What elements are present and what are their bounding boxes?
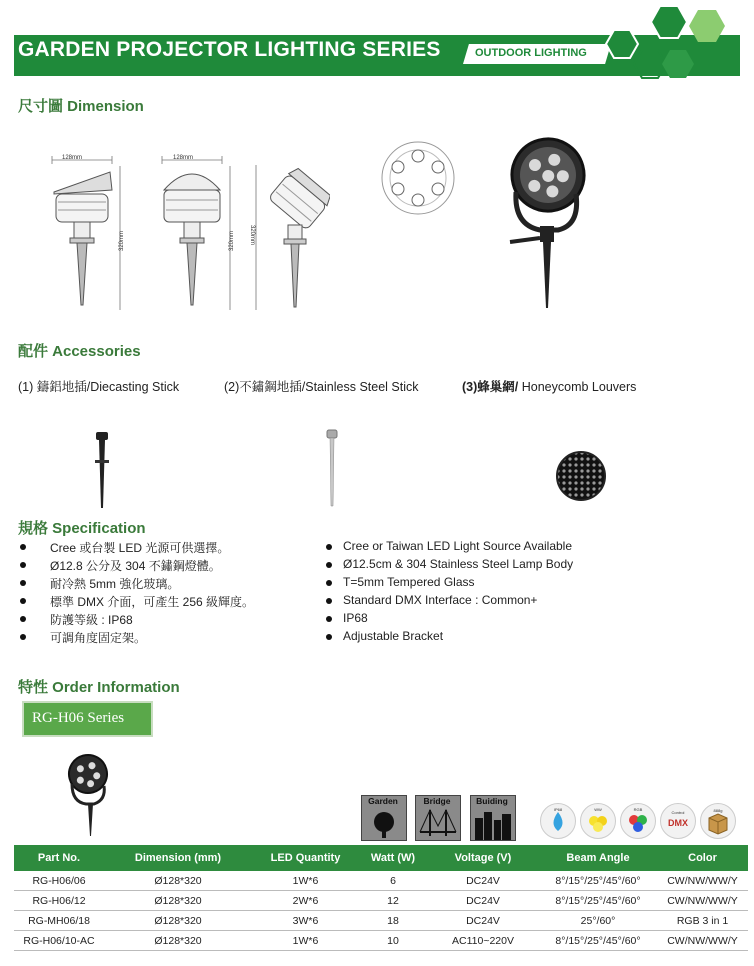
- bullet-icon: [20, 616, 26, 622]
- cell-watt: 12: [359, 891, 427, 911]
- spec-en-item: Ø12.5cm & 304 Stainless Steel Lamp Body: [324, 557, 624, 575]
- cell-color: CW/NW/WW/Y: [657, 891, 748, 911]
- spec-zh-item: Ø12.8 公分及 304 不鏽鋼燈體。: [18, 557, 318, 575]
- height-label-3: 320mm: [249, 224, 256, 246]
- garden-label: Garden: [368, 796, 398, 806]
- order-product-photo: [62, 750, 114, 838]
- col-beam-angle: Beam Angle: [539, 845, 657, 871]
- cell-watt: 6: [359, 871, 427, 891]
- cell-beam-angle: 8°/15°/25°/45°/60°: [539, 871, 657, 891]
- cell-part-no: RG-H06/10-AC: [14, 931, 104, 951]
- accessory-stainless-label: (2)不鏽鋼地插/Stainless Steel Stick: [224, 380, 419, 394]
- col-watt: Watt (W): [359, 845, 427, 871]
- bullet-icon: [20, 598, 26, 604]
- width-label-1: 128mm: [62, 155, 83, 161]
- dmx-control-icon: [660, 803, 696, 839]
- app-bridge: [415, 795, 461, 841]
- hexagon-decoration-icon: [600, 0, 754, 80]
- col-dimension: Dimension (mm): [104, 845, 252, 871]
- cell-voltage: DC24V: [427, 891, 539, 911]
- top-view-drawing: [380, 140, 456, 216]
- accessory-diecasting-label: (1) 鑄鋁地插/Diecasting Stick: [18, 380, 180, 394]
- bullet-icon: [20, 580, 26, 586]
- diecasting-stick-photo: [90, 430, 114, 510]
- outdoor-tag-label: OUTDOOR LIGHTING: [475, 47, 587, 59]
- cell-part-no: RG-H06/12: [14, 891, 104, 911]
- cell-voltage: DC24V: [427, 871, 539, 891]
- spec-en-item: T=5mm Tempered Glass: [324, 575, 624, 593]
- spec-zh-item: 防護等級 : IP68: [18, 611, 318, 629]
- spec-zh-item: 可調角度固定架。: [18, 629, 318, 647]
- cell-part-no: RG-MH06/18: [14, 911, 104, 931]
- table-row: [14, 871, 748, 891]
- height-label-1: 320mm: [119, 230, 126, 252]
- bullet-icon: [326, 634, 332, 640]
- spec-en-item: Cree or Taiwan LED Light Source Available: [324, 539, 624, 557]
- rgb-icon: [620, 803, 656, 839]
- spec-zh-item: Cree 或台製 LED 光源可供選擇。: [18, 539, 318, 557]
- building-label: Buiding: [476, 796, 508, 806]
- cell-dimension: Ø128*320: [104, 891, 252, 911]
- warm-white-icon: [580, 803, 616, 839]
- cell-voltage: AC110~220V: [427, 931, 539, 951]
- svg-text:IP68: IP68: [553, 807, 563, 812]
- cell-led-quantity: 1W*6: [252, 871, 359, 891]
- bullet-icon: [326, 598, 332, 604]
- specification-heading: 規格 Specification: [18, 520, 146, 537]
- bullet-icon: [20, 634, 26, 640]
- cell-led-quantity: 2W*6: [252, 891, 359, 911]
- series-label: RG-H06 Series: [32, 710, 125, 726]
- bullet-icon: [326, 616, 332, 622]
- cell-dimension: Ø128*320: [104, 871, 252, 891]
- cell-voltage: DC24V: [427, 911, 539, 931]
- height-label-2: 320mm: [229, 230, 236, 252]
- svg-text:RGB: RGB: [633, 807, 643, 812]
- cell-color: RGB 3 in 1: [657, 911, 748, 931]
- width-label-2: 128mm: [173, 155, 194, 161]
- spec-en-item: Adjustable Bracket: [324, 629, 624, 647]
- angled-view-drawing: [250, 155, 330, 315]
- bullet-icon: [326, 544, 332, 550]
- side-view-drawing: [150, 150, 240, 315]
- col-part-no: Part No.: [14, 845, 104, 871]
- cell-part-no: RG-H06/06: [14, 871, 104, 891]
- accessories-heading: 配件 Accessories: [18, 343, 141, 360]
- cell-led-quantity: 1W*6: [252, 931, 359, 951]
- dimension-heading: 尺寸圖 Dimension: [18, 98, 144, 115]
- spec-en-item: Standard DMX Interface : Common+: [324, 593, 624, 611]
- bullet-icon: [20, 562, 26, 568]
- weight-box-icon: [700, 803, 736, 839]
- accessory-honeycomb-text: Honeycomb Louvers: [518, 380, 637, 394]
- accessory-honeycomb-prefix: (3)蜂巢網/: [462, 380, 519, 394]
- table-row: [14, 931, 748, 951]
- svg-text:DMX: DMX: [668, 818, 688, 828]
- app-garden: [361, 795, 407, 841]
- front-view-drawing: [40, 150, 130, 315]
- product-photo: [500, 130, 595, 310]
- cell-dimension: Ø128*320: [104, 911, 252, 931]
- svg-text:888g: 888g: [713, 808, 723, 813]
- svg-text:WW: WW: [594, 807, 602, 812]
- cell-color: CW/NW/WW/Y: [657, 931, 748, 951]
- spec-en-item: IP68: [324, 611, 624, 629]
- cell-beam-angle: 25°/60°: [539, 911, 657, 931]
- cell-beam-angle: 8°/15°/25°/45°/60°: [539, 931, 657, 951]
- honeycomb-louver-photo: [555, 450, 607, 502]
- app-building: [470, 795, 516, 841]
- table-row: [14, 891, 748, 911]
- col-led-quantity: LED Quantity: [252, 845, 359, 871]
- stainless-stick-photo: [320, 428, 344, 508]
- page-title: GARDEN PROJECTOR LIGHTING SERIES: [18, 38, 441, 61]
- bullet-icon: [20, 544, 26, 550]
- cell-dimension: Ø128*320: [104, 931, 252, 951]
- col-voltage: Voltage (V): [427, 845, 539, 871]
- accessory-honeycomb-label: [462, 377, 636, 395]
- ip68-water-icon: [540, 803, 576, 839]
- table-header-row: [14, 845, 748, 871]
- spec-zh-item: 標準 DMX 介面，可產生 256 級輝度。: [18, 593, 318, 611]
- svg-text:Control: Control: [671, 810, 685, 815]
- bullet-icon: [326, 580, 332, 586]
- order-table: [14, 845, 748, 951]
- bridge-label: Bridge: [423, 796, 451, 806]
- bullet-icon: [326, 562, 332, 568]
- col-color: Color: [657, 845, 748, 871]
- spec-zh-item: 耐冷熱 5mm 強化玻璃。: [18, 575, 318, 593]
- table-row: [14, 911, 748, 931]
- cell-beam-angle: 8°/15°/25°/45°/60°: [539, 891, 657, 911]
- cell-watt: 10: [359, 931, 427, 951]
- cell-watt: 18: [359, 911, 427, 931]
- cell-color: CW/NW/WW/Y: [657, 871, 748, 891]
- cell-led-quantity: 3W*6: [252, 911, 359, 931]
- order-heading: 特性 Order Information: [18, 679, 180, 696]
